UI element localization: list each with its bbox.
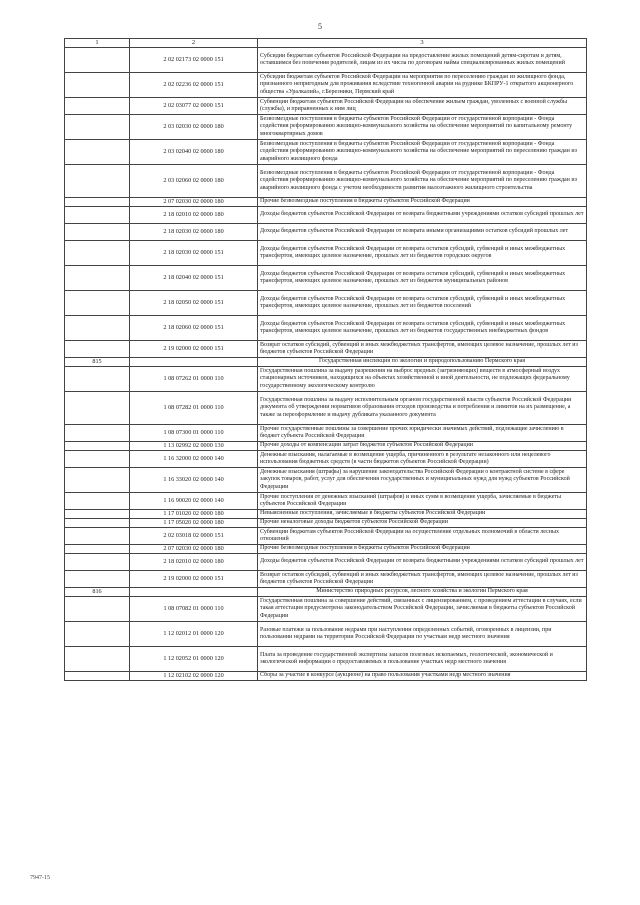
income-description: Прочие безвозмездные поступления в бюджеты субъектов Российской Федерации [258, 545, 587, 554]
table-row [65, 554, 587, 571]
table-row [65, 341, 587, 358]
table-row [65, 73, 587, 98]
table-row [65, 571, 587, 588]
admin-code-cell [65, 622, 130, 647]
income-description: Невыясненные поступления, зачисляемые в бюджеты субъектов Российской Федерации [258, 510, 587, 519]
income-description: Доходы бюджетов субъектов Российской Федерации от возврата остатков субсидий, субвенций и иных межбюджетных трансфертов, имеющих целевое назначение, прошлых лет из бюджетов государственных внебюджетных фондов [258, 316, 587, 341]
admin-code-cell [65, 442, 130, 451]
table-row [65, 647, 587, 672]
table-row [65, 198, 587, 207]
income-code-cell [130, 588, 258, 597]
admin-code-cell [65, 451, 130, 468]
table-row [65, 493, 587, 510]
admin-code-cell [65, 48, 130, 73]
admin-code-cell [65, 367, 130, 392]
income-description: Государственная пошлина за выдачу разрешения на выброс вредных (загрязняющих) веществ в атмосферный воздух стационарных источников, находящихся на объектах хозяйственной и иной деятельности, не подлежащих федеральному государственному экологическому контролю [258, 367, 587, 392]
admin-code-cell [65, 98, 130, 115]
income-description: Государственная пошлина за выдачу исполнительным органом государственной власти субъектов Российской Федерации документа об утверждении нормативов образования отходов производства и потребления и лимитов на их размещение, а также за переоформление и выдачу дубликата указанного документа [258, 392, 587, 425]
income-code-cell: 1 12 02052 01 0000 120 [130, 647, 258, 672]
admin-code-cell: 815 [65, 358, 130, 367]
income-description: Денежные взыскания, налагаемые в возмещение ущерба, причиненного в результате незаконного или нецелевого использования бюджетных средств (в части бюджетов субъектов Российской Федерации) [258, 451, 587, 468]
admin-code-cell [65, 519, 130, 528]
income-code-cell: 2 18 02050 02 0000 151 [130, 291, 258, 316]
table-row [65, 266, 587, 291]
income-code-cell: 1 17 01020 02 0000 180 [130, 510, 258, 519]
admin-code-cell [65, 224, 130, 241]
admin-code-cell [65, 597, 130, 622]
income-code-cell: 2 07 02030 02 0000 180 [130, 545, 258, 554]
income-code-cell: 1 12 02102 02 0000 120 [130, 672, 258, 681]
income-description: Денежные взыскания (штрафы) за нарушение законодательства Российской Федерации о контрактной системе в сфере закупок товаров, работ, услуг для обеспечения государственных и муниципальных нужд для нужд субъектов Российской Федерации [258, 468, 587, 493]
table-row [65, 291, 587, 316]
income-description: Субсидии бюджетам субъектов Российской Федерации на предоставление жилых помещений детям-сиротам и детям, оставшимся без попечения родителей, лицам из их числа по договорам найма специализированных жилых помещений [258, 48, 587, 73]
administrator-row [65, 588, 587, 597]
admin-code-cell [65, 554, 130, 571]
admin-code-cell [65, 468, 130, 493]
table-row [65, 510, 587, 519]
income-code-cell: 2 18 02030 02 0000 180 [130, 224, 258, 241]
table-row [65, 442, 587, 451]
income-code-cell: 2 02 03018 02 0000 151 [130, 528, 258, 545]
income-code-cell: 2 18 02030 02 0000 151 [130, 241, 258, 266]
admin-code-cell [65, 291, 130, 316]
income-description: Плата за проведение государственной экспертизы запасов полезных ископаемых, геологической, экономической и экологической информации о предоставляемых в пользование участках недр местного значения [258, 647, 587, 672]
income-description: Сборы за участие в конкурсе (аукционе) на право пользования участками недр местного значения [258, 672, 587, 681]
table-row [65, 392, 587, 425]
administrator-name: Министерство природных ресурсов, лесного хозяйства и экологии Пермского края [258, 588, 587, 597]
table-row [65, 48, 587, 73]
admin-code-cell [65, 392, 130, 425]
table-row [65, 140, 587, 165]
table-header-row [65, 39, 587, 48]
admin-code-cell [65, 545, 130, 554]
income-code-cell: 1 08 07300 01 0000 110 [130, 425, 258, 442]
income-description: Доходы бюджетов субъектов Российской Федерации от возврата остатков субсидий, субвенций и иных межбюджетных трансфертов, имеющих целевое назначение, прошлых лет из бюджетов муниципальных районов [258, 266, 587, 291]
income-code-cell [130, 358, 258, 367]
admin-code-cell [65, 198, 130, 207]
income-description: Прочие неналоговые доходы бюджетов субъектов Российской Федерации [258, 519, 587, 528]
income-code-cell: 1 16 90020 02 0000 140 [130, 493, 258, 510]
table-row [65, 528, 587, 545]
income-description: Доходы бюджетов субъектов Российской Федерации от возврата остатков субсидий, субвенций и иных межбюджетных трансфертов, имеющих целевое назначение, прошлых лет из бюджетов городских округов [258, 241, 587, 266]
income-description: Разовые платежи за пользование недрами при наступлении определенных событий, оговоренных в лицензии, при пользовании недрами на территории Российской Федерации по участкам недр местного значения [258, 622, 587, 647]
table-row [65, 165, 587, 198]
income-code-cell: 2 03 02040 02 0000 180 [130, 140, 258, 165]
table-row [65, 367, 587, 392]
admin-code-cell [65, 510, 130, 519]
admin-code-cell [65, 341, 130, 358]
income-code-cell: 1 13 02992 02 0000 130 [130, 442, 258, 451]
admin-code-cell [65, 207, 130, 224]
income-code-cell: 1 16 33020 02 0000 140 [130, 468, 258, 493]
admin-code-cell [65, 528, 130, 545]
income-code-cell: 2 02 02236 02 0000 151 [130, 73, 258, 98]
income-codes-table [64, 38, 587, 681]
income-code-cell: 2 07 02030 02 0000 180 [130, 198, 258, 207]
table-row [65, 468, 587, 493]
table-row [65, 224, 587, 241]
income-description: Доходы бюджетов субъектов Российской Федерации от возврата остатков субсидий, субвенций и иных межбюджетных трансфертов, имеющих целевое назначение, прошлых лет из бюджетов поселений [258, 291, 587, 316]
income-description: Прочие безвозмездные поступления в бюджеты субъектов Российской Федерации [258, 198, 587, 207]
admin-code-cell [65, 316, 130, 341]
table-row [65, 425, 587, 442]
income-description: Прочие поступления от денежных взысканий (штрафов) и иных сумм в возмещение ущерба, зачисляемые в бюджеты субъектов Российской Федерации [258, 493, 587, 510]
admin-code-cell [65, 571, 130, 588]
income-description: Субвенции бюджетам субъектов Российской Федерации на осуществление отдельных полномочий в области лесных отношений [258, 528, 587, 545]
admin-code-cell [65, 165, 130, 198]
admin-code-cell [65, 241, 130, 266]
income-code-cell: 1 08 07262 01 0000 110 [130, 367, 258, 392]
income-description: Прочие доходы от компенсации затрат бюджетов субъектов Российской Федерации [258, 442, 587, 451]
income-description: Безвозмездные поступления в бюджеты субъектов Российской Федерации от государственной корпорации - Фонда содействия реформированию жилищно-коммунального хозяйства на обеспечение мероприятий по переселению граждан из аварийного жилищного фонда с учетом необходимости развития малоэтажного жилищного строительства [258, 165, 587, 198]
table-row [65, 672, 587, 681]
income-code-cell: 2 18 02060 02 0000 151 [130, 316, 258, 341]
income-code-cell: 2 03 02060 02 0000 180 [130, 165, 258, 198]
header-col-2: 2 [130, 39, 258, 48]
income-code-cell: 1 17 05020 02 0000 180 [130, 519, 258, 528]
income-description: Безвозмездные поступления в бюджеты субъектов Российской Федерации от государственной корпорации - Фонда содействия реформированию жилищно-коммунального хозяйства на обеспечение мероприятий по капитальному ремонту многоквартирных домов [258, 115, 587, 140]
income-description: Доходы бюджетов субъектов Российской Федерации от возврата бюджетными учреждениями остатков субсидий прошлых лет [258, 554, 587, 571]
income-code-cell: 1 08 07082 01 0000 110 [130, 597, 258, 622]
header-col-1: 1 [65, 39, 130, 48]
page-number: 5 [318, 22, 322, 31]
income-code-cell: 1 16 32000 02 0000 140 [130, 451, 258, 468]
income-code-cell: 2 02 02173 02 0000 151 [130, 48, 258, 73]
income-code-cell: 2 03 02030 02 0000 180 [130, 115, 258, 140]
admin-code-cell: 816 [65, 588, 130, 597]
table-row [65, 519, 587, 528]
income-description: Возврат остатков субсидий, субвенций и иных межбюджетных трансфертов, имеющих целевое назначение, прошлых лет из бюджетов субъектов Российской Федерации [258, 341, 587, 358]
income-code-cell: 1 12 02012 01 0000 120 [130, 622, 258, 647]
income-description: Прочие государственные пошлины за совершение прочих юридически значимых действий, подлежащие зачислению в бюджет субъекта Российской Федерации [258, 425, 587, 442]
income-description: Субсидии бюджетам субъектов Российской Федерации на мероприятия по переселению граждан из жилищного фонда, признанного непригодным для проживания вследствие техногенной аварии на руднике БКПРУ-1 открытого акционерного общества «Уралкалий», г.Березники, Пермский край [258, 73, 587, 98]
income-description: Субвенции бюджетам субъектов Российской Федерации на обеспечение жильем граждан, уволенных с военной службы (службы), и приравненных к ним лиц [258, 98, 587, 115]
admin-code-cell [65, 425, 130, 442]
income-code-cell: 2 18 02010 02 0000 180 [130, 554, 258, 571]
table-row [65, 622, 587, 647]
footer-code: 7947-15 [30, 875, 50, 881]
table-row [65, 241, 587, 266]
income-code-cell: 2 19 02000 02 0000 151 [130, 341, 258, 358]
admin-code-cell [65, 266, 130, 291]
income-description: Государственная пошлина за совершение действий, связанных с лицензированием, с проведением аттестации в случаях, если такая аттестация предусмотрена законодательством Российской Федерации, зачисляемая в бюджеты субъектов Российской Федерации [258, 597, 587, 622]
table-row [65, 597, 587, 622]
income-description: Возврат остатков субсидий, субвенций и иных межбюджетных трансфертов, имеющих целевое назначение, прошлых лет из бюджетов субъектов Российской Федерации [258, 571, 587, 588]
admin-code-cell [65, 73, 130, 98]
income-code-cell: 2 18 02010 02 0000 180 [130, 207, 258, 224]
income-description: Безвозмездные поступления в бюджеты субъектов Российской Федерации от государственной корпорации - Фонда содействия реформированию жилищно-коммунального хозяйства на обеспечение мероприятий по переселению граждан из аварийного жилищного фонда [258, 140, 587, 165]
table-row [65, 545, 587, 554]
admin-code-cell [65, 493, 130, 510]
table-row [65, 98, 587, 115]
table-row [65, 207, 587, 224]
admin-code-cell [65, 647, 130, 672]
income-code-cell: 2 19 02000 02 0000 151 [130, 571, 258, 588]
table-row [65, 316, 587, 341]
income-description: Доходы бюджетов субъектов Российской Федерации от возврата иными организациями остатков субсидий прошлых лет [258, 224, 587, 241]
table-row [65, 115, 587, 140]
administrator-name: Государственная инспекция по экологии и природопользованию Пермского края [258, 358, 587, 367]
admin-code-cell [65, 672, 130, 681]
header-col-3: 3 [258, 39, 587, 48]
income-code-cell: 1 08 07282 01 0000 110 [130, 392, 258, 425]
income-code-cell: 2 02 03077 02 0000 151 [130, 98, 258, 115]
administrator-row [65, 358, 587, 367]
table-row [65, 451, 587, 468]
admin-code-cell [65, 115, 130, 140]
income-description: Доходы бюджетов субъектов Российской Федерации от возврата бюджетными учреждениями остатков субсидий прошлых лет [258, 207, 587, 224]
income-code-cell: 2 18 02040 02 0000 151 [130, 266, 258, 291]
admin-code-cell [65, 140, 130, 165]
